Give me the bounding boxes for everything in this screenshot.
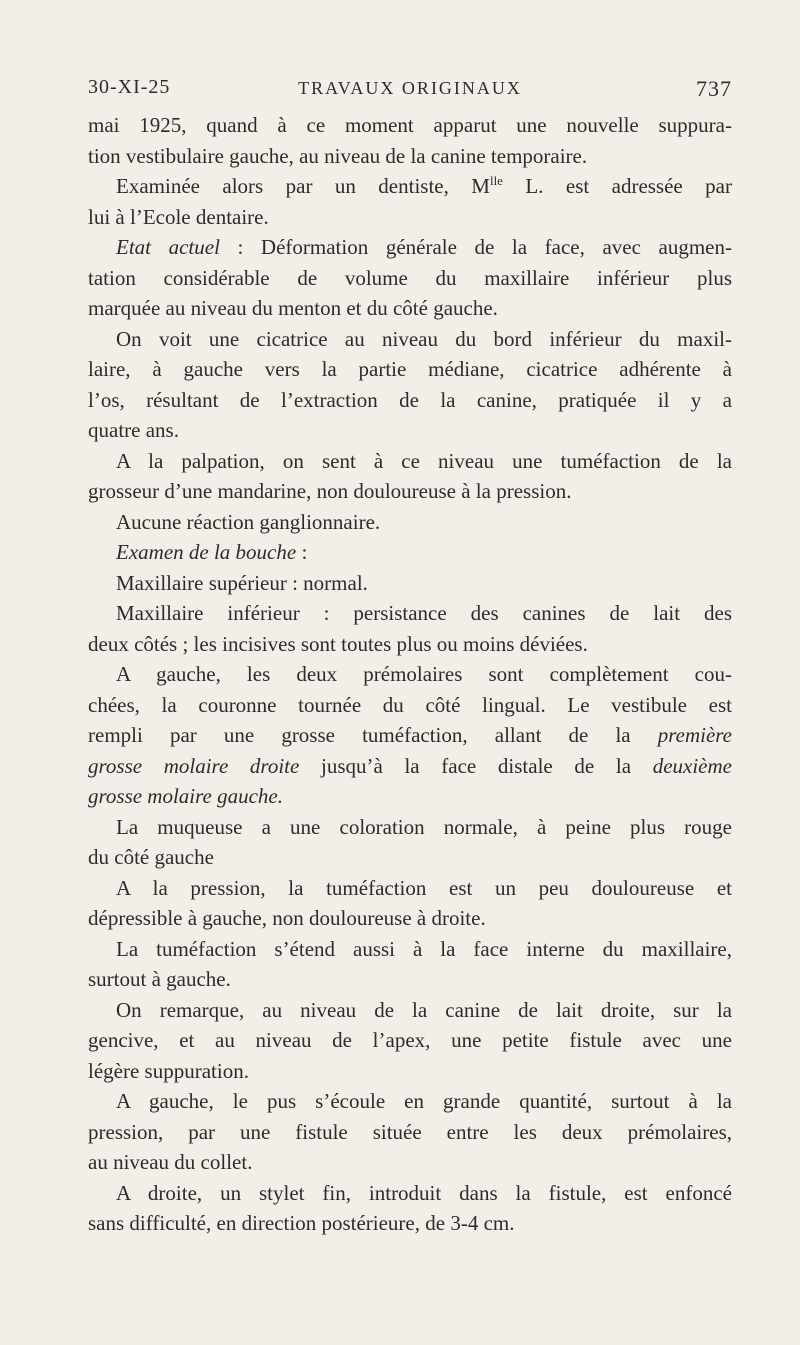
text-line bbox=[88, 415, 732, 446]
italic-text: deuxième bbox=[652, 753, 732, 778]
italic-text: grosse molaire droite bbox=[88, 753, 300, 778]
text-line bbox=[88, 1056, 732, 1087]
text-segment: dépressible à gauche, non douloureuse à droite. bbox=[88, 906, 486, 930]
text-line bbox=[88, 537, 732, 568]
text-segment: : bbox=[296, 540, 308, 564]
header-date: 30-XI-25 bbox=[88, 76, 171, 98]
italic-text: Etat actuel bbox=[116, 235, 220, 259]
italic-text: première bbox=[657, 723, 732, 747]
text-line bbox=[88, 659, 732, 690]
text-segment: tion vestibulaire gauche, au niveau de la canine temporaire. bbox=[88, 143, 588, 168]
text-line bbox=[88, 232, 732, 263]
text-segment: : Déformation générale de la face, avec augmen- bbox=[219, 235, 732, 259]
text-segment: L. est adressée par bbox=[502, 174, 732, 198]
body-text bbox=[88, 110, 732, 1239]
text-line bbox=[88, 812, 732, 843]
text-line bbox=[88, 629, 732, 660]
text-segment: gencive, et au niveau de l’apex, une petite fistule avec une bbox=[88, 1028, 732, 1052]
text-segment: grosseur d’une mandarine, non douloureuse à la pression. bbox=[88, 479, 572, 503]
text-line bbox=[88, 202, 732, 233]
text-segment: quatre ans. bbox=[88, 418, 179, 442]
text-line bbox=[88, 354, 732, 385]
superscript-text: lle bbox=[489, 173, 503, 188]
text-line bbox=[88, 385, 732, 416]
text-segment: A gauche, le pus s’écoule en grande quantité, surtout à la bbox=[116, 1089, 732, 1113]
text-line bbox=[88, 903, 732, 934]
text-segment: A gauche, les deux prémolaires sont complètement cou- bbox=[116, 662, 732, 686]
text-segment: rempli par une grosse tuméfaction, allant de la bbox=[88, 723, 658, 747]
text-segment: La muqueuse a une coloration normale, à peine plus rouge bbox=[116, 814, 732, 839]
text-line bbox=[88, 324, 732, 355]
text-segment: légère suppuration. bbox=[88, 1058, 249, 1083]
header-title: TRAVAUX ORIGINAUX bbox=[298, 78, 522, 98]
text-segment: mai 1925, quand à ce moment apparut une nouvelle suppura- bbox=[88, 113, 732, 137]
text-line bbox=[88, 171, 732, 202]
text-segment: Maxillaire supérieur : normal. bbox=[116, 570, 368, 595]
text-segment: deux côtés ; les incisives sont toutes plus ou moins déviées. bbox=[88, 631, 588, 656]
text-line bbox=[88, 507, 732, 538]
text-line bbox=[88, 964, 732, 995]
text-segment: jusqu’à la face distale de la bbox=[299, 753, 653, 778]
text-segment: laire, à gauche vers la partie médiane, cicatrice adhérente à bbox=[88, 357, 732, 381]
text-line bbox=[88, 110, 732, 141]
text-segment: sans difficulté, en direction postérieure, de 3-4 cm. bbox=[88, 1211, 515, 1235]
text-segment: au niveau du collet. bbox=[88, 1150, 253, 1174]
text-line bbox=[88, 1086, 732, 1117]
text-line bbox=[88, 1147, 732, 1178]
running-header bbox=[88, 76, 732, 106]
page-number: 737 bbox=[696, 76, 732, 101]
text-line bbox=[88, 293, 732, 324]
text-segment: La tuméfaction s’étend aussi à la face interne du maxillaire, bbox=[116, 936, 732, 961]
text-line bbox=[88, 446, 732, 477]
text-segment: On voit une cicatrice au niveau du bord inférieur du maxil- bbox=[116, 326, 732, 351]
italic-text: Examen de la bouche bbox=[116, 540, 297, 564]
text-segment: surtout à gauche. bbox=[88, 967, 231, 991]
text-line bbox=[88, 995, 732, 1026]
text-segment: marquée au niveau du menton et du côté gauche. bbox=[88, 296, 498, 320]
text-line bbox=[88, 1208, 732, 1239]
text-line bbox=[88, 1178, 732, 1209]
text-segment: chées, la couronne tournée du côté lingual. Le vestibule est bbox=[88, 692, 732, 717]
text-line bbox=[88, 934, 732, 965]
text-line bbox=[88, 568, 732, 599]
text-segment: Aucune réaction ganglionnaire. bbox=[116, 509, 381, 534]
text-segment: A la pression, la tuméfaction est un peu douloureuse et bbox=[116, 875, 732, 900]
text-line bbox=[88, 781, 732, 812]
italic-text: grosse molaire gauche. bbox=[88, 784, 283, 808]
text-line bbox=[88, 842, 732, 873]
text-line bbox=[88, 598, 732, 629]
text-line bbox=[88, 141, 732, 172]
text-segment: lui à l’Ecole dentaire. bbox=[88, 204, 269, 229]
text-line bbox=[88, 720, 732, 751]
text-segment: On remarque, au niveau de la canine de lait droite, sur la bbox=[116, 997, 732, 1022]
text-segment: tation considérable de volume du maxillaire inférieur plus bbox=[88, 265, 732, 290]
text-segment: Maxillaire inférieur : persistance des canines de lait des bbox=[116, 601, 732, 625]
text-line bbox=[88, 1117, 732, 1148]
text-line bbox=[88, 690, 732, 721]
text-line bbox=[88, 476, 732, 507]
text-line bbox=[88, 873, 732, 904]
text-segment: du côté gauche bbox=[88, 845, 214, 869]
text-segment: Examinée alors par un dentiste, M bbox=[116, 174, 490, 198]
text-segment: pression, par une fistule située entre les deux prémolaires, bbox=[88, 1119, 732, 1144]
text-line bbox=[88, 751, 732, 782]
text-segment: A droite, un stylet fin, introduit dans la fistule, est enfoncé bbox=[116, 1180, 732, 1205]
text-line bbox=[88, 1025, 732, 1056]
text-segment: A la palpation, on sent à ce niveau une tuméfaction de la bbox=[116, 448, 732, 473]
text-segment: l’os, résultant de l’extraction de la canine, pratiquée il y a bbox=[88, 387, 732, 412]
text-line bbox=[88, 263, 732, 294]
